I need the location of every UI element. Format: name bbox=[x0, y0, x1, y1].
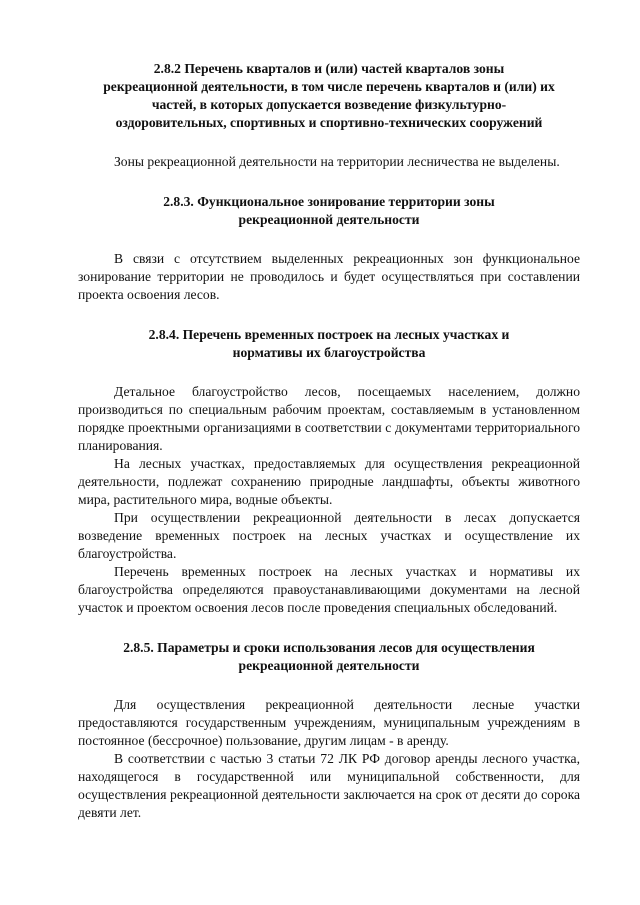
section-2-8-5 bbox=[78, 639, 580, 822]
heading-line: рекреационной деятельности bbox=[238, 212, 420, 227]
paragraph: На лесных участках, предоставляемых для осуществления рекреационной деятельности, подлежат сохранению природные ландшафты, объекты животного мира, растительного мира, водные объекты. bbox=[78, 456, 580, 507]
paragraph: В связи с отсутствием выделенных рекреационных зон функциональное зонирование территории не проводилось и будет осуществляться при составлении проекта освоения лесов. bbox=[78, 251, 580, 302]
paragraph: Перечень временных построек на лесных участках и нормативы их благоустройства определяются правоустанавливающими документами на лесной участок и проектом освоения лесов после проведения специальных обследований. bbox=[78, 564, 580, 615]
paragraph: При осуществлении рекреационной деятельности в лесах допускается возведение временных построек на лесных участках и осуществление их благоустройства. bbox=[78, 510, 580, 561]
section-2-8-3 bbox=[78, 193, 580, 304]
paragraph: В соответствии с частью 3 статьи 72 ЛК РФ договор аренды лесного участка, находящегося в государственной или муниципальной собственности, для осуществления рекреационной деятельности заключается на срок от десяти до сорока девяти лет. bbox=[78, 751, 580, 820]
heading-line: рекреационной деятельности bbox=[238, 658, 420, 673]
section-heading bbox=[78, 326, 580, 362]
paragraph: Для осуществления рекреационной деятельности лесные участки предоставляются государственным учреждениям, муниципальным учреждениям в постоянное (бессрочное) пользование, другим лицам - в аренду. bbox=[78, 697, 580, 748]
heading-line: 2.8.5. Параметры и сроки использования лесов для осуществления bbox=[123, 640, 535, 655]
heading-line: рекреационной деятельности, в том числе перечень кварталов и (или) их bbox=[103, 79, 555, 94]
heading-line: 2.8.4. Перечень временных построек на лесных участках и bbox=[148, 327, 510, 342]
paragraph: Детальное благоустройство лесов, посещаемых населением, должно производиться по специальным рабочим проектам, составляемым в установленном порядке проектными организациями в соответствии с документами территориального планирования. bbox=[78, 384, 580, 453]
paragraph: Зоны рекреационной деятельности на территории лесничества не выделены. bbox=[114, 154, 560, 169]
document-body bbox=[78, 60, 580, 822]
section-2-8-2 bbox=[78, 60, 580, 171]
heading-line: оздоровительных, спортивных и спортивно-технических сооружений bbox=[115, 115, 543, 130]
section-heading bbox=[78, 639, 580, 675]
section-heading bbox=[78, 60, 580, 132]
section-heading bbox=[78, 193, 580, 229]
heading-line: 2.8.3. Функциональное зонирование территории зоны bbox=[163, 194, 495, 209]
section-2-8-4 bbox=[78, 326, 580, 617]
heading-line: 2.8.2 Перечень кварталов и (или) частей кварталов зоны bbox=[153, 61, 505, 76]
heading-line: частей, в которых допускается возведение физкультурно- bbox=[151, 97, 507, 112]
heading-line: нормативы их благоустройства bbox=[232, 345, 426, 360]
